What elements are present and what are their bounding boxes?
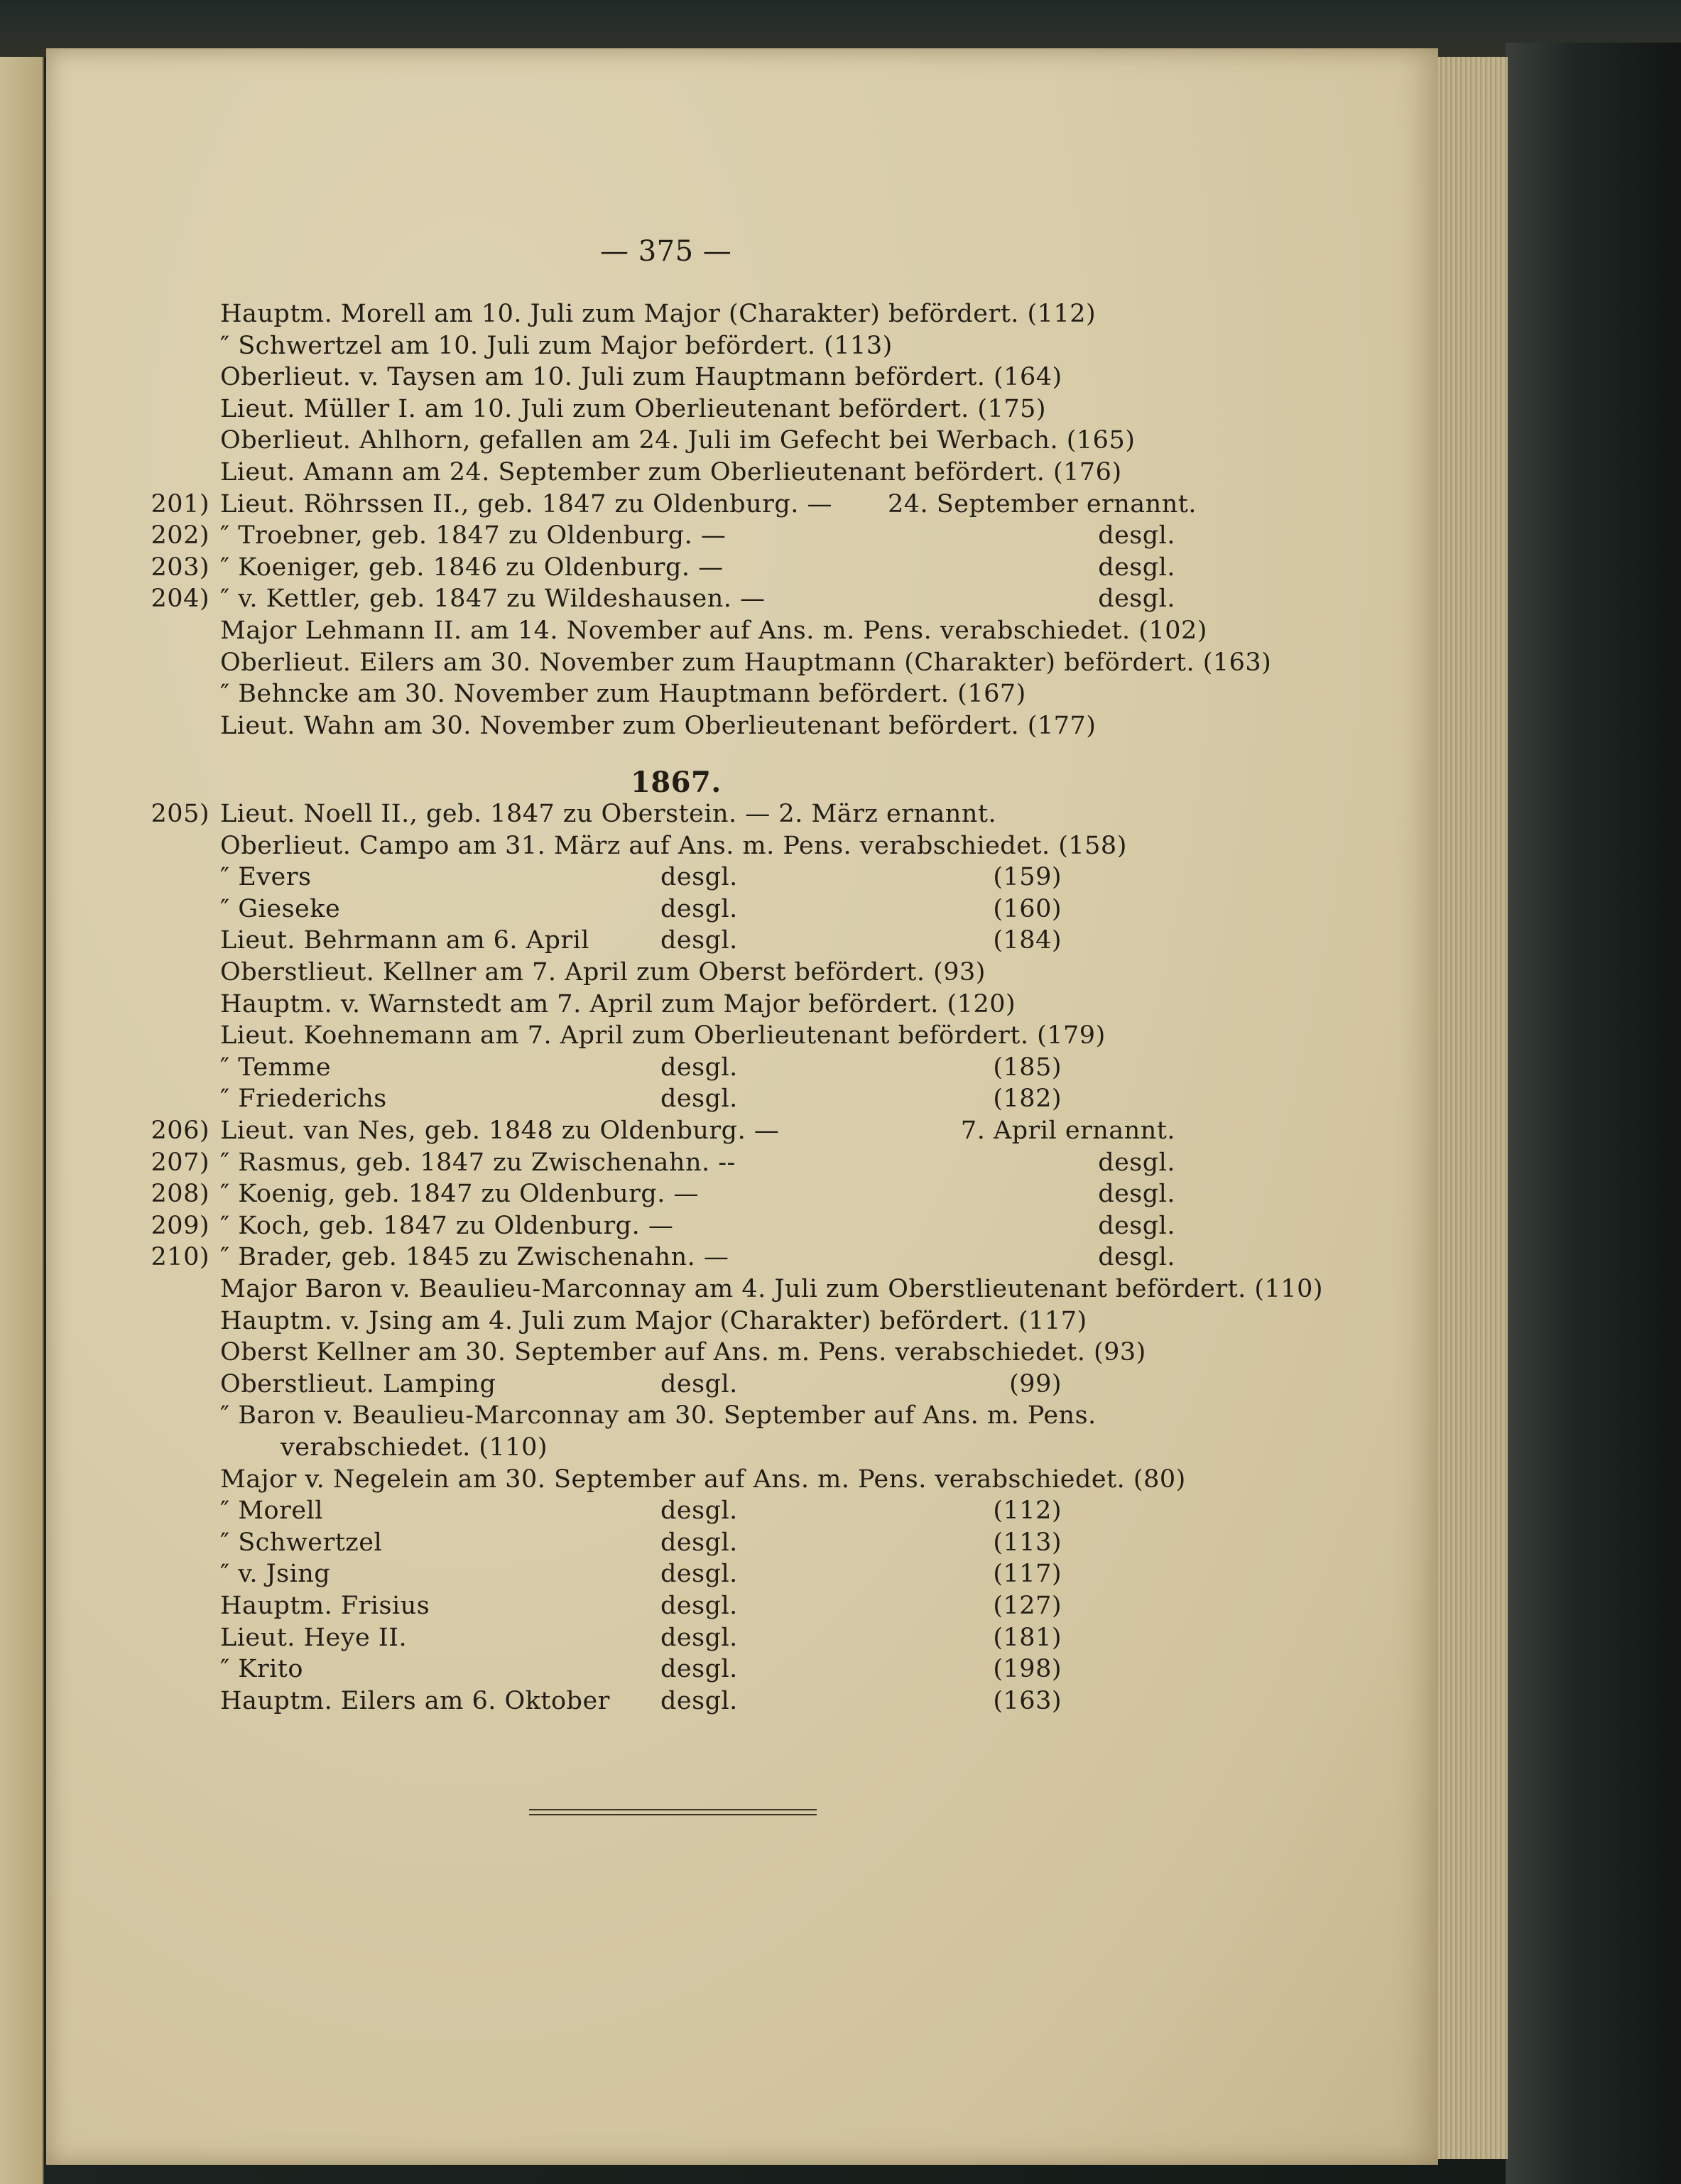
entry-desgl: desgl. <box>660 894 738 923</box>
entry-right: (117) <box>993 1560 1062 1589</box>
entry-right: desgl. <box>1098 1243 1175 1272</box>
entry-text: ″ Rasmus, geb. 1847 zu Zwischenahn. -- <box>220 1148 736 1177</box>
entry-text: ″ Gieseke <box>220 894 341 923</box>
entry-number: 202) <box>151 521 210 550</box>
entry-text: Major Baron v. Beaulieu-Marconnay am 4. Juli zum Oberstlieutenant befördert. (110) <box>220 1275 1324 1303</box>
entry-text: ″ Behncke am 30. November zum Hauptmann befördert. (167) <box>220 680 1026 709</box>
entry-right: (159) <box>993 863 1062 892</box>
entry-number: 209) <box>151 1211 210 1240</box>
entry-text: Lieut. Röhrssen II., geb. 1847 zu Oldenburg. — <box>220 489 832 518</box>
entry-text: Hauptm. v. Warnstedt am 7. April zum Major befördert. (120) <box>220 989 1016 1018</box>
entry-text: Oberlieut. Campo am 31. März auf Ans. m. Pens. verabschiedet. (158) <box>220 831 1127 860</box>
entry-text: Hauptm. Eilers am 6. Oktober <box>220 1686 610 1715</box>
entry-text: Lieut. Wahn am 30. November zum Oberlieutenant befördert. (177) <box>220 711 1097 740</box>
entry-text: ″ v. Jsing <box>220 1560 331 1589</box>
entry-text: Oberst Kellner am 30. September auf Ans. m. Pens. verabschiedet. (93) <box>220 1338 1146 1367</box>
entry-number: 201) <box>151 489 210 518</box>
entry-desgl: desgl. <box>660 1655 738 1684</box>
entry-number: 205) <box>151 800 210 828</box>
entry-text: ″ Krito <box>220 1655 303 1684</box>
entry-text: Oberlieut. Eilers am 30. November zum Hauptmann (Charakter) befördert. (163) <box>220 648 1272 677</box>
entry-desgl: desgl. <box>660 1592 738 1620</box>
entry-desgl: desgl. <box>660 1085 738 1114</box>
entry-right: desgl. <box>1098 585 1175 614</box>
entry-text: Lieut. Müller I. am 10. Juli zum Oberlieutenant befördert. (175) <box>220 394 1047 423</box>
entry-right: desgl. <box>1098 553 1175 582</box>
entry-text: ″ Temme <box>220 1053 332 1082</box>
entry-right: desgl. <box>1098 1180 1175 1209</box>
entry-number: 204) <box>151 585 210 614</box>
entry-right: desgl. <box>1098 521 1175 550</box>
entry-text: ″ Koch, geb. 1847 zu Oldenburg. — <box>220 1211 674 1240</box>
entry-text: ″ Baron v. Beaulieu-Marconnay am 30. September auf Ans. m. Pens. <box>220 1401 1097 1430</box>
entry-right: desgl. <box>1098 1211 1175 1240</box>
entry-desgl: desgl. <box>660 1528 738 1557</box>
entry-number: 203) <box>151 553 210 582</box>
entry-desgl: desgl. <box>660 863 738 892</box>
year-heading: 1867. <box>631 766 722 799</box>
entry-number: 208) <box>151 1180 210 1209</box>
entry-right: (182) <box>993 1085 1062 1114</box>
entry-desgl: desgl. <box>660 1560 738 1589</box>
entry-desgl: desgl. <box>660 1686 738 1715</box>
entry-text: ″ Schwertzel <box>220 1528 383 1557</box>
entry-right: (163) <box>993 1686 1062 1715</box>
entry-text: ″ Evers <box>220 863 312 892</box>
entry-right: (160) <box>993 894 1062 923</box>
entry-desgl: desgl. <box>660 926 738 955</box>
entry-right: (184) <box>993 926 1062 955</box>
entry-text: ″ Schwertzel am 10. Juli zum Major befördert. (113) <box>220 331 893 360</box>
entry-number: 207) <box>151 1148 210 1177</box>
entry-text: Lieut. Heye II. <box>220 1623 408 1652</box>
entry-text: Hauptm. v. Jsing am 4. Juli zum Major (Charakter) befördert. (117) <box>220 1306 1087 1335</box>
entry-text: ″ Morell <box>220 1496 323 1526</box>
entry-text: Oberstlieut. Lamping <box>220 1369 496 1398</box>
entry-right: (198) <box>993 1655 1062 1684</box>
entry-text: ″ Friederichs <box>220 1085 387 1114</box>
entry-text: ″ Brader, geb. 1845 zu Zwischenahn. — <box>220 1243 729 1272</box>
entry-text: Hauptm. Frisius <box>220 1592 430 1620</box>
entry-right: (127) <box>993 1592 1062 1620</box>
entry-text: ″ Koeniger, geb. 1846 zu Oldenburg. — <box>220 553 724 582</box>
entry-right: desgl. <box>1098 1148 1175 1177</box>
entry-right: 24. September ernannt. <box>888 489 1197 518</box>
entry-desgl: desgl. <box>660 1369 738 1398</box>
entry-text: Lieut. Behrmann am 6. April <box>220 926 589 955</box>
entry-text: Major Lehmann II. am 14. November auf Ans. m. Pens. verabschiedet. (102) <box>220 616 1207 645</box>
entry-text: Oberlieut. Ahlhorn, gefallen am 24. Juli im Gefecht bei Werbach. (165) <box>220 426 1136 455</box>
entry-desgl: desgl. <box>660 1496 738 1526</box>
entry-text: Hauptm. Morell am 10. Juli zum Major (Charakter) befördert. (112) <box>220 300 1097 328</box>
book-cover-right <box>1506 43 1681 2184</box>
entry-text: Oberlieut. v. Taysen am 10. Juli zum Hauptmann befördert. (164) <box>220 363 1062 392</box>
entry-text: Lieut. van Nes, geb. 1848 zu Oldenburg. — <box>220 1117 780 1145</box>
entry-text: Major v. Negelein am 30. September auf Ans. m. Pens. verabschiedet. (80) <box>220 1465 1186 1494</box>
closing-rule <box>529 1809 817 1810</box>
entry-right: (113) <box>993 1528 1062 1557</box>
entry-text: Oberstlieut. Kellner am 7. April zum Oberst befördert. (93) <box>220 958 986 987</box>
entry-text: ″ Koenig, geb. 1847 zu Oldenburg. — <box>220 1180 700 1209</box>
facing-page-edge <box>0 57 44 2184</box>
closing-rule-second <box>529 1814 817 1815</box>
entry-text: ″ v. Kettler, geb. 1847 zu Wildeshausen. — <box>220 585 766 614</box>
entry-right: (99) <box>1009 1369 1062 1398</box>
entry-text: ″ Troebner, geb. 1847 zu Oldenburg. — <box>220 521 727 550</box>
entry-text: Lieut. Koehnemann am 7. April zum Oberlieutenant befördert. (179) <box>220 1021 1106 1050</box>
entry-right: (181) <box>993 1623 1062 1652</box>
entry-text: verabschiedet. (110) <box>281 1433 548 1462</box>
entry-desgl: desgl. <box>660 1623 738 1652</box>
entry-right: (185) <box>993 1053 1062 1082</box>
entry-right: (112) <box>993 1496 1062 1526</box>
entry-number: 210) <box>151 1243 210 1272</box>
page-number: — 375 — <box>600 235 732 268</box>
entry-right: 7. April ernannt. <box>960 1117 1175 1145</box>
entry-text: Lieut. Amann am 24. September zum Oberlieutenant befördert. (176) <box>220 458 1122 487</box>
entry-text: Lieut. Noell II., geb. 1847 zu Oberstein. — 2. März ernannt. <box>220 800 997 828</box>
entry-desgl: desgl. <box>660 1053 738 1082</box>
entry-number: 206) <box>151 1117 210 1145</box>
